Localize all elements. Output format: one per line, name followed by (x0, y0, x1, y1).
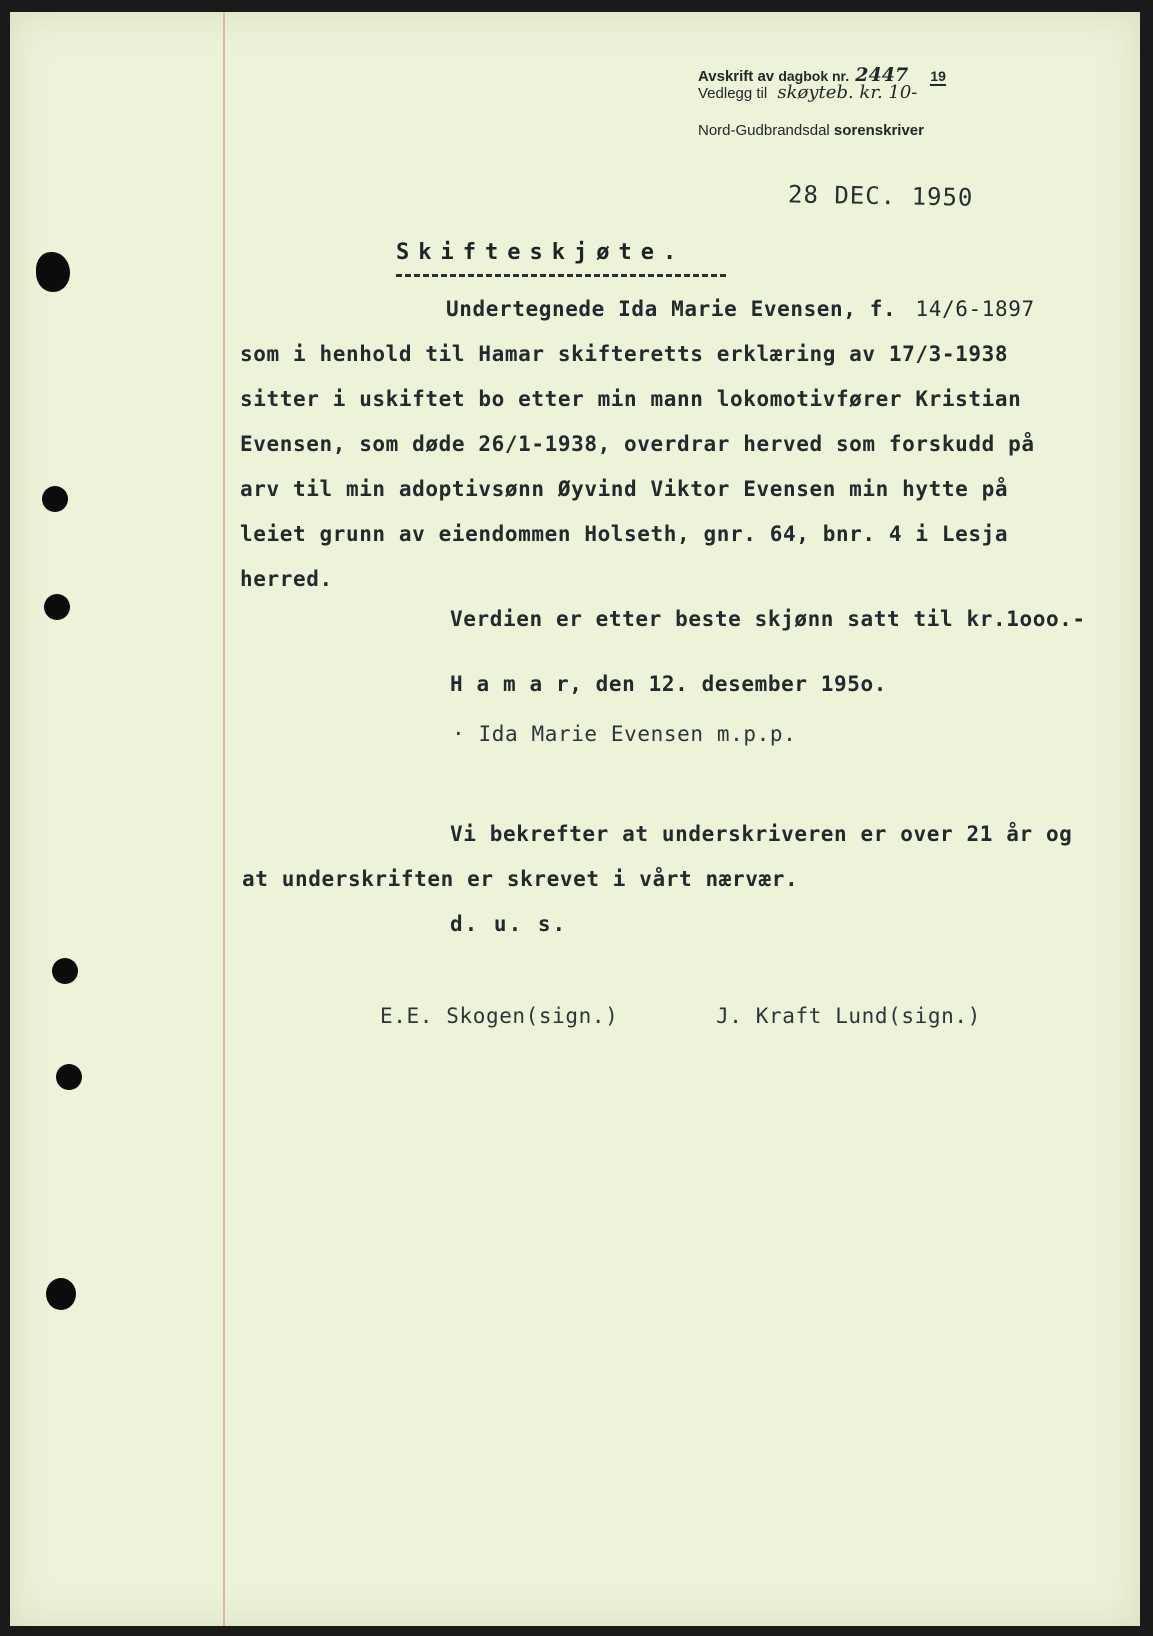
punch-hole (44, 594, 70, 620)
text-line: som i henhold til Hamar skifteretts erklæring av 17/3-1938 (240, 342, 1009, 366)
signature-line: · Ida Marie Evensen m.p.p. (452, 722, 797, 746)
document-page (10, 12, 1140, 1626)
text-line: sitter i uskiftet bo etter min mann lokomotivfører Kristian (240, 387, 1022, 411)
stamp-number: 2447 (855, 64, 909, 86)
text-line: Undertegnede Ida Marie Evensen, f. 14/6-1897 (446, 297, 1035, 321)
stamp-year: 19 (930, 68, 946, 84)
text-line: leiet grunn av eiendommen Holseth, gnr. 64, bnr. 4 i Lesja (240, 522, 1009, 546)
text-line: Evensen, som døde 26/1-1938, overdrar herved som forskudd på (240, 432, 1035, 456)
date-stamp: 28 DEC. 1950 (787, 180, 974, 212)
punch-hole (56, 1064, 82, 1090)
stamp-line-2 (698, 82, 917, 103)
stamp-sorenskriver: sorenskriver (833, 122, 924, 139)
text-line: arv til min adoptivsønn Øyvind Viktor Evensen min hytte på (240, 477, 1009, 501)
punch-hole (36, 252, 70, 292)
birthdate: 14/6-1897 (915, 297, 1035, 321)
stamp-avskrift: Avskrift av (698, 68, 775, 85)
punch-hole (46, 1278, 76, 1310)
stamp-line-3 (698, 122, 924, 139)
punch-hole (52, 958, 78, 984)
title-underline (396, 274, 726, 277)
witness-1: E.E. Skogen(sign.) (380, 1004, 619, 1028)
place-date-line: H a m a r, den 12. desember 195o. (450, 672, 888, 696)
punch-hole (42, 486, 68, 512)
value-line: Verdien er etter beste skjønn satt til kr.1ooo.- (450, 607, 1086, 631)
witness-2: J. Kraft Lund(sign.) (716, 1004, 981, 1028)
dus-line: d. u. s. (450, 912, 568, 936)
margin-line (223, 12, 225, 1626)
confirm-line: at underskriften er skrevet i vårt nærvær. (242, 867, 799, 891)
stamp-dagbok: dagbok nr. (778, 68, 850, 84)
text-line: herred. (240, 567, 333, 591)
stamp-court: Nord-Gudbrandsdal (698, 122, 830, 139)
confirm-line: Vi bekrefter at underskriveren er over 21 år og (450, 822, 1073, 846)
stamp-handwritten: skøyteb. kr. 10- (777, 82, 918, 103)
document-title: Skifteskjøte. (396, 240, 686, 265)
stamp-vedlegg: Vedlegg til (698, 85, 768, 102)
